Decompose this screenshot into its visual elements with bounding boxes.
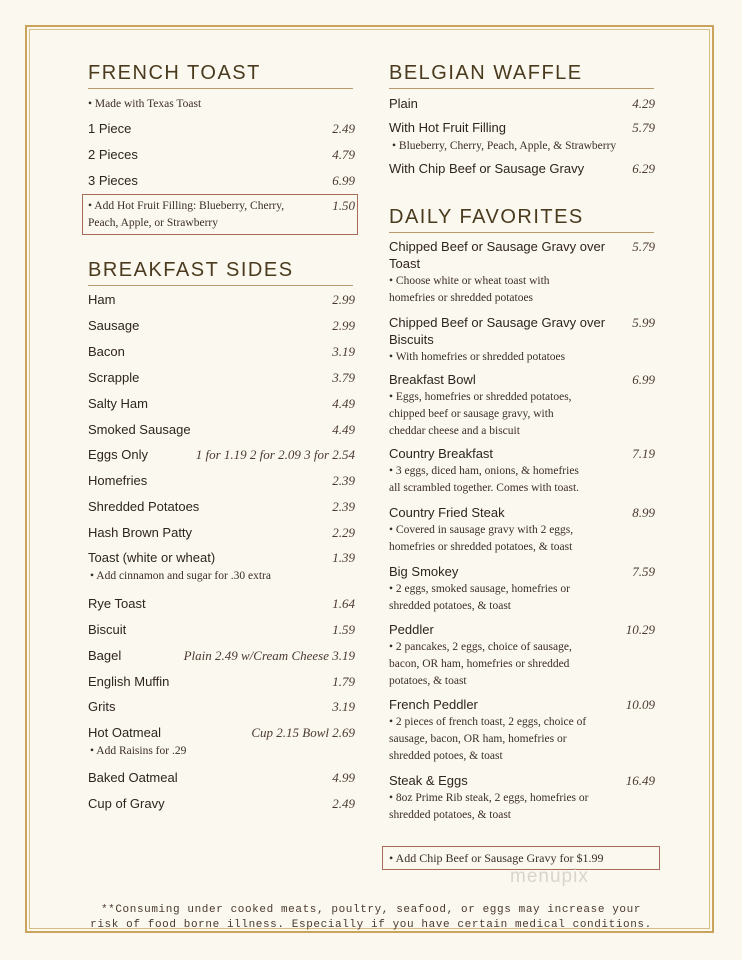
menu-item-price: 10.29 <box>625 622 655 637</box>
menu-item-price: 6.29 <box>632 161 655 176</box>
menu-item-name: Bagel <box>88 648 122 663</box>
menu-item-name: Shredded Potatoes <box>88 499 200 514</box>
menu-item-name: Hot Oatmeal <box>88 725 161 740</box>
menu-item-price: 7.59 <box>632 564 655 579</box>
menu-item-name: Bacon <box>88 344 125 359</box>
menu-item-price: 8.99 <box>632 505 655 520</box>
menu-item-price: 2.39 <box>332 473 355 488</box>
addon-price: 1.50 <box>332 198 355 213</box>
menu-item-price: 16.49 <box>625 773 655 788</box>
menu-item-note: • With homefries or shredded potatoes <box>389 351 566 363</box>
menu-item-name: Rye Toast <box>88 596 146 611</box>
menu-item-price: 3.79 <box>332 370 355 385</box>
menu-item-price: 5.79 <box>632 239 655 254</box>
menu-item-note: chipped beef or sausage gravy, with <box>389 408 554 420</box>
menu-item-note: cheddar cheese and a biscuit <box>389 425 520 437</box>
menu-item-name: English Muffin <box>88 674 170 689</box>
menu-item-name: Steak & Eggs <box>389 773 468 788</box>
menu-item-price: 2.29 <box>332 525 355 540</box>
menu-item-price: 5.99 <box>632 315 655 330</box>
menu-item-name: Peddler <box>389 622 434 637</box>
menu-item-note: • Add cinnamon and sugar for .30 extra <box>90 570 271 582</box>
menu-item-price: 7.19 <box>632 446 655 461</box>
menu-item-name: 3 Pieces <box>88 173 138 188</box>
menu-item-name: Homefries <box>88 473 148 488</box>
footer-disclaimer-line2: risk of food borne illness. Especially if you have certain medical conditions. <box>90 919 652 931</box>
menu-item-name: Country Fried Steak <box>389 505 505 520</box>
daily-favorites-addon: • Add Chip Beef or Sausage Gravy for $1.99 <box>389 851 604 865</box>
menu-item-price: Cup 2.15 Bowl 2.69 <box>251 725 355 740</box>
menu-item-note: shredded potatoes, & toast <box>389 600 512 612</box>
breakfast-sides-heading: BREAKFAST SIDES <box>88 259 353 286</box>
addon-line: Peach, Apple, or Strawberry <box>88 217 218 229</box>
menu-item-name: With Hot Fruit Filling <box>389 120 507 135</box>
menu-item-price: 2.99 <box>332 292 355 307</box>
menu-item-note: homefries or shredded potatoes, & toast <box>389 541 573 553</box>
menu-item-name: Biscuit <box>88 622 127 637</box>
menu-item-name: Chipped Beef or Sausage Gravy over <box>389 239 606 254</box>
menu-item-price: 4.49 <box>332 396 355 411</box>
watermark: menupix <box>510 866 589 887</box>
menu-item-note: • Add Raisins for .29 <box>90 745 187 757</box>
menu-item-price: 5.79 <box>632 120 655 135</box>
menu-item-note: shredded potatoes, & toast <box>389 809 512 821</box>
menu-item-name: French Peddler <box>389 697 478 712</box>
menu-item-note: • Choose white or wheat toast with <box>389 275 550 287</box>
belgian-waffle-heading: BELGIAN WAFFLE <box>389 62 654 89</box>
menu-item-name: Grits <box>88 699 116 714</box>
menu-item-price: 1.59 <box>332 622 355 637</box>
menu-item-note: • Eggs, homefries or shredded potatoes, <box>389 391 572 403</box>
menu-item-name: Smoked Sausage <box>88 422 191 437</box>
menu-item-price: 4.49 <box>332 422 355 437</box>
menu-item-name: Biscuits <box>389 332 434 347</box>
menu-item-price: 2.49 <box>332 121 355 136</box>
menu-item-note: shredded potoes, & toast <box>389 750 503 762</box>
menu-item-note: bacon, OR ham, homefries or shredded <box>389 658 570 670</box>
menu-item-price: 2.99 <box>332 318 355 333</box>
menu-item-price: 4.99 <box>332 770 355 785</box>
menu-item-price: 2.49 <box>332 796 355 811</box>
menu-item-name: Big Smokey <box>389 564 459 579</box>
french-toast-note: • Made with Texas Toast <box>88 98 202 110</box>
menu-item-price: 6.99 <box>332 173 355 188</box>
menu-item-price: 10.09 <box>625 697 655 712</box>
menu-item-note: • Covered in sausage gravy with 2 eggs, <box>389 524 574 536</box>
menu-item-price: 1 for 1.19 2 for 2.09 3 for 2.54 <box>195 447 355 462</box>
menu-item-name: Ham <box>88 292 116 307</box>
menu-item-note: • 8oz Prime Rib steak, 2 eggs, homefries or <box>389 792 589 804</box>
menu-item-price: 1.79 <box>332 674 355 689</box>
menu-item-price: 4.79 <box>332 147 355 162</box>
menu-item-note: • 3 eggs, diced ham, onions, & homefries <box>389 465 579 477</box>
menu-item-price: 4.29 <box>632 96 655 111</box>
menu-item-price: 6.99 <box>632 372 655 387</box>
menu-item-price: 2.39 <box>332 499 355 514</box>
menu-item-name: Plain <box>389 96 418 111</box>
menu-item-name: Toast <box>389 256 421 271</box>
menu-item-name: Scrapple <box>88 370 140 385</box>
menu-item-name: Baked Oatmeal <box>88 770 178 785</box>
menu-item-note: potatoes, & toast <box>389 675 467 687</box>
menu-item-price: 1.64 <box>332 596 355 611</box>
menu-item-price: 1.39 <box>332 550 355 565</box>
menu-item-note: • 2 pieces of french toast, 2 eggs, choice of <box>389 716 587 728</box>
menu-item-name: Breakfast Bowl <box>389 372 476 387</box>
daily-favorites-heading: DAILY FAVORITES <box>389 206 654 233</box>
menu-item-price: 3.19 <box>332 699 355 714</box>
menu-item-name: Hash Brown Patty <box>88 525 193 540</box>
menu-item-name: With Chip Beef or Sausage Gravy <box>389 161 585 176</box>
menu-item-name: Cup of Gravy <box>88 796 165 811</box>
menu-item-note: homefries or shredded potatoes <box>389 292 534 304</box>
menu-item-name: 1 Piece <box>88 121 132 136</box>
menu-item-note: sausage, bacon, OR ham, homefries or <box>389 733 567 745</box>
french-toast-heading: FRENCH TOAST <box>88 62 353 89</box>
menu-item-name: Chipped Beef or Sausage Gravy over <box>389 315 606 330</box>
footer-disclaimer-line1: **Consuming under cooked meats, poultry, seafood, or eggs may increase your <box>100 904 642 916</box>
menu-item-name: 2 Pieces <box>88 147 138 162</box>
menu-item-note: all scrambled together. Comes with toast. <box>389 482 580 494</box>
addon-line: • Add Hot Fruit Filling: Blueberry, Cherry, <box>88 200 285 212</box>
menu-item-note: • 2 pancakes, 2 eggs, choice of sausage, <box>389 641 572 653</box>
menu-item-note: • Blueberry, Cherry, Peach, Apple, & Strawberry <box>392 140 617 152</box>
menu-item-name: Country Breakfast <box>389 446 494 461</box>
menu-item-note: • 2 eggs, smoked sausage, homefries or <box>389 583 570 595</box>
menu-item-price: 3.19 <box>332 344 355 359</box>
menu-item-name: Sausage <box>88 318 140 333</box>
menu-item-name: Eggs Only <box>88 447 148 462</box>
menu-item-name: Toast (white or wheat) <box>88 550 216 565</box>
menu-item-name: Salty Ham <box>88 396 148 411</box>
menu-item-price: Plain 2.49 w/Cream Cheese 3.19 <box>183 648 355 663</box>
